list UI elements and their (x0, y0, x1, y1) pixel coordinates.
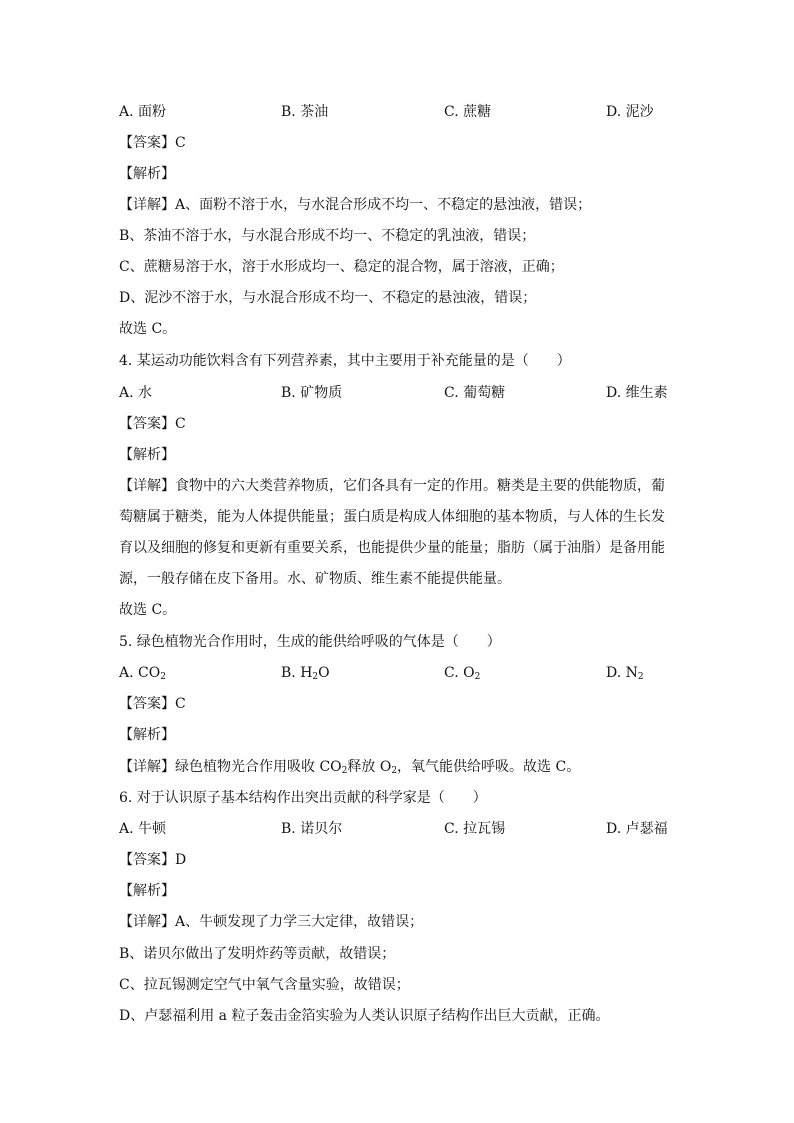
q4-option-c: C. 葡萄糖 (444, 385, 506, 401)
q5-option-d: D. $N_2$ (606, 665, 644, 682)
q4-detail-line: 萄糖属于糖类，能为人体提供能量；蛋白质是构成人体细胞的基本物质，与人体的生长发 (119, 509, 665, 525)
q6-option-b: B. 诺贝尔 (281, 821, 343, 837)
q4-detail-line: 育以及细胞的修复和更新有重要关系，也能提供少量的能量；脂肪（属于油脂）是备用能 (119, 540, 665, 556)
q3-option-d: D. 泥沙 (606, 104, 654, 120)
q6-option-a: A. 牛顿 (119, 821, 167, 837)
q6-detail-line: D、卢瑟福利用 a 粒子轰击金箔实验为人类认识原子结构作出巨大贡献，正确。 (119, 1008, 610, 1024)
q5-analysis-heading: 【解析】 (119, 727, 175, 743)
q4-option-b: B. 矿物质 (281, 385, 343, 401)
q4-stem: 4. 某运动功能饮料含有下列营养素，其中主要用于补充能量的是（ ） (119, 353, 571, 369)
q3-detail-line: C、蔗糖易溶于水，溶于水形成均一、稳定的混合物，属于溶液，正确； (119, 259, 564, 275)
q4-conclusion: 故选 C。 (119, 602, 177, 618)
q3-option-b: B. 茶油 (281, 104, 329, 120)
q6-detail-line: 【详解】A、牛顿发现了力学三大定律，故错误； (119, 914, 424, 930)
q6-option-d: D. 卢瑟福 (606, 821, 668, 837)
q4-detail-line: 【详解】食物中的六大类营养物质，它们各具有一定的作用。糖类是主要的供能物质，葡 (119, 478, 665, 494)
q4-option-a: A. 水 (119, 385, 153, 401)
q3-option-a: A. 面粉 (119, 104, 167, 120)
q5-option-a: A. $CO_2$ (119, 665, 166, 682)
q3-option-c: C. 蔗糖 (444, 104, 492, 120)
q6-detail-line: C、拉瓦锡测定空气中氧气含量实验，故错误； (119, 977, 410, 993)
q5-stem: 5. 绿色植物光合作用时，生成的能供给呼吸的气体是（ ） (119, 634, 501, 650)
q6-answer: 【答案】D (119, 852, 187, 868)
q4-answer: 【答案】C (119, 416, 186, 432)
q6-stem: 6. 对于认识原子基本结构作出突出贡献的科学家是（ ） (119, 790, 487, 806)
q5-option-b: B. $H_2O$ (281, 665, 330, 682)
q4-option-d: D. 维生素 (606, 385, 668, 401)
q6-option-c: C. 拉瓦锡 (444, 821, 506, 837)
q6-detail-line: B、诺贝尔做出了发明炸药等贡献，故错误； (119, 946, 396, 962)
q3-conclusion: 故选 C。 (119, 321, 177, 337)
q5-answer: 【答案】C (119, 696, 186, 712)
q3-detail-line: 【详解】A、面粉不溶于水，与水混合形成不均一、不稳定的悬浊液，错误； (119, 197, 592, 213)
q5-option-c: C. $O_2$ (444, 665, 481, 682)
q4-detail-line: 源，一般存储在皮下备用。水、矿物质、维生素不能提供能量。 (119, 571, 511, 587)
q6-analysis-heading: 【解析】 (119, 883, 175, 899)
q3-analysis-heading: 【解析】 (119, 166, 175, 182)
q4-analysis-heading: 【解析】 (119, 447, 175, 463)
q3-detail-line: D、泥沙不溶于水，与水混合形成不均一、不稳定的悬浊液，错误； (119, 290, 537, 306)
q3-answer: 【答案】C (119, 135, 186, 151)
q3-detail-line: B、茶油不溶于水，与水混合形成不均一、不稳定的乳浊液，错误； (119, 228, 536, 244)
q5-detail-line: 【详解】绿色植物光合作用吸收 $CO_2$释放 $O_2$，氧气能供给呼吸。故选 C。 (119, 759, 581, 776)
